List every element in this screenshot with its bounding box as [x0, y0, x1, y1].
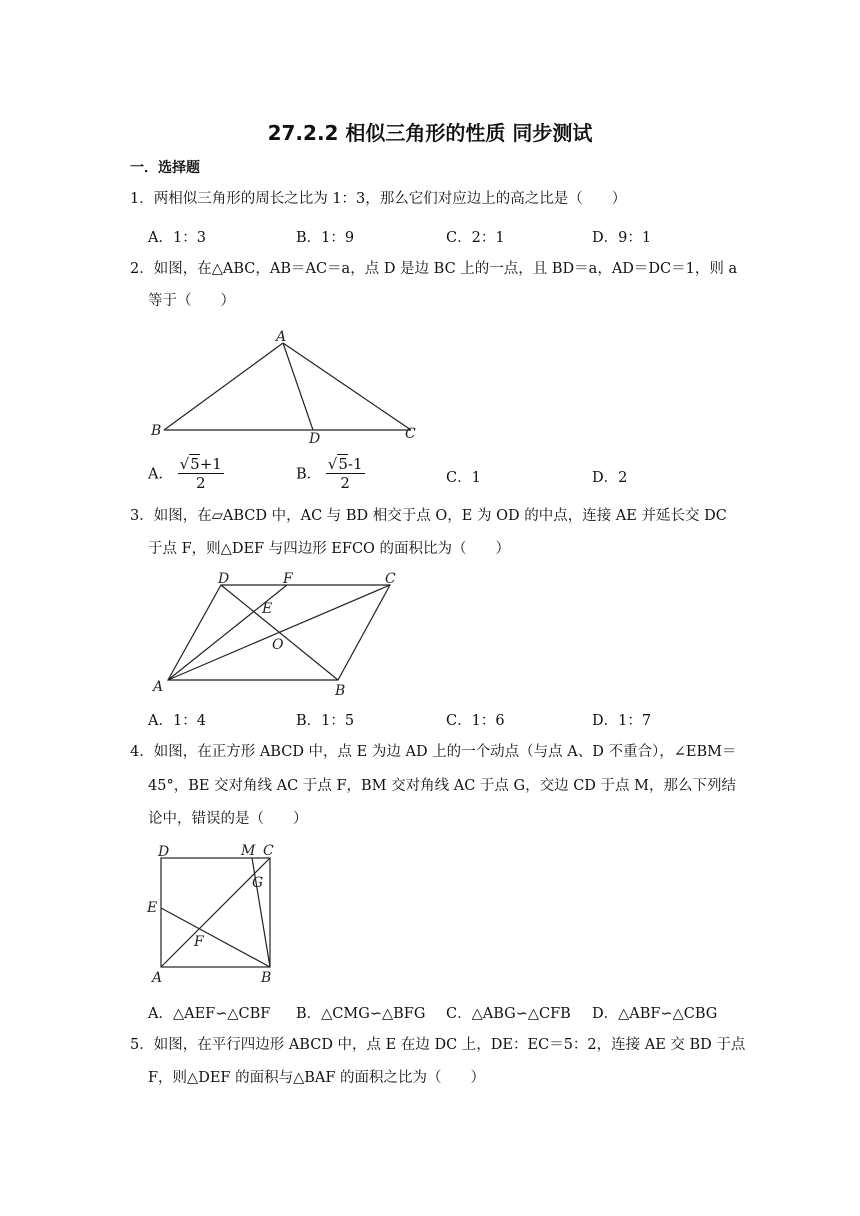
question-2-text-cont: 等于（ ） — [148, 293, 235, 309]
segment-be — [161, 908, 270, 967]
label-b: B — [261, 970, 272, 986]
q1-option-c[interactable]: C．2：1 — [446, 230, 505, 246]
label-c: C — [385, 571, 396, 587]
label-b: B — [335, 683, 346, 699]
label-c: C — [405, 426, 416, 442]
q1-option-d[interactable]: D．9：1 — [592, 230, 652, 246]
q3-option-c[interactable]: C．1：6 — [446, 713, 505, 729]
q4-option-b[interactable]: B．△CMG∽△BFG — [296, 1006, 426, 1022]
q3-option-b[interactable]: B．1：5 — [296, 713, 355, 729]
q4-option-c[interactable]: C．△ABG∽△CFB — [446, 1006, 571, 1022]
label-d: D — [218, 571, 230, 587]
label-a: A — [152, 970, 163, 986]
segment-ad — [283, 343, 313, 430]
question-2-text: 2．如图，在△ABC，AB＝AC＝a，点 D 是边 BC 上的一点，且 BD＝a，AD＝DC＝1，则 a — [130, 261, 738, 277]
question-3-text-cont: 于点 F，则△DEF 与四边形 EFCO 的面积比为（ ） — [148, 541, 511, 557]
q3-parallelogram-figure — [145, 568, 420, 703]
question-4-text-cont-2: 论中，错误的是（ ） — [148, 811, 308, 827]
q2-option-a[interactable] — [148, 454, 224, 492]
question-1-text: 1．两相似三角形的周长之比为 1：3，那么它们对应边上的高之比是（ ） — [130, 191, 627, 207]
question-4-text-cont: 45°，BE 交对角线 AC 于点 F，BM 交对角线 AC 于点 G，交边 CD 于点 M，那么下列结 — [148, 778, 736, 794]
label-f: F — [283, 571, 293, 587]
q4-square-figure — [143, 840, 288, 985]
q2-triangle-figure — [140, 325, 440, 450]
q4-option-a[interactable]: A．△AEF∽△CBF — [148, 1006, 271, 1022]
label-g: G — [252, 875, 264, 891]
q4-option-d[interactable]: D．△ABF∽△CBG — [592, 1006, 718, 1022]
question-5-text: 5．如图，在平行四边形 ABCD 中，点 E 在边 DC 上，DE：EC＝5：2，连接 AE 交 BD 于点 — [130, 1037, 746, 1053]
q2-option-c[interactable]: C．1 — [446, 470, 481, 486]
q3-option-a[interactable]: A．1：4 — [148, 713, 206, 729]
page-title: 27.2.2 相似三角形的性质 同步测试 — [267, 121, 593, 145]
diagonal-bd — [221, 585, 338, 680]
q2-option-a-radicand: 5 — [190, 455, 200, 473]
label-a: A — [276, 329, 287, 345]
label-c: C — [263, 843, 274, 859]
q2-option-b-radicand: 5 — [338, 455, 348, 473]
q2-option-a-denominator: 2 — [195, 474, 206, 492]
label-d: D — [309, 431, 321, 447]
question-5-text-cont: F，则△DEF 的面积与△BAF 的面积之比为（ ） — [148, 1070, 486, 1086]
segment-ac — [283, 343, 411, 430]
q2-option-a-fraction: $\frac{√5+1}{2}$ — [179, 455, 222, 492]
section-heading: 一．选择题 — [130, 160, 200, 176]
label-a: A — [153, 679, 164, 695]
q2-option-b-denominator: 2 — [340, 474, 350, 492]
q2-option-b[interactable] — [296, 454, 365, 492]
label-e: E — [262, 601, 273, 617]
q2-option-d[interactable]: D．2 — [592, 470, 628, 486]
q1-option-a[interactable]: A．1：3 — [148, 230, 206, 246]
question-3-text: 3．如图，在▱ABCD 中，AC 与 BD 相交于点 O，E 为 OD 的中点，连接 AE 并延长交 DC — [130, 508, 727, 524]
label-o: O — [272, 637, 284, 653]
label-m: M — [241, 843, 256, 859]
q2-option-b-letter: B． — [296, 466, 322, 483]
label-d: D — [158, 844, 170, 860]
label-f: F — [194, 934, 204, 950]
label-e: E — [147, 900, 158, 916]
label-b: B — [151, 423, 162, 439]
question-4-text: 4．如图，在正方形 ABCD 中，点 E 为边 AD 上的一个动点（与点 A、D 不重合），∠EBM＝ — [130, 744, 737, 760]
q3-option-d[interactable]: D．1：7 — [592, 713, 652, 729]
q2-option-a-sign: +1 — [199, 455, 222, 473]
q2-option-a-letter: A． — [148, 466, 173, 483]
q1-option-b[interactable]: B．1：9 — [296, 230, 355, 246]
segment-ab — [164, 343, 283, 430]
segment-af — [168, 585, 287, 680]
q2-option-b-fraction: $\frac{√5-1}{2}$ — [327, 455, 363, 492]
q2-option-b-sign: -1 — [347, 455, 363, 473]
